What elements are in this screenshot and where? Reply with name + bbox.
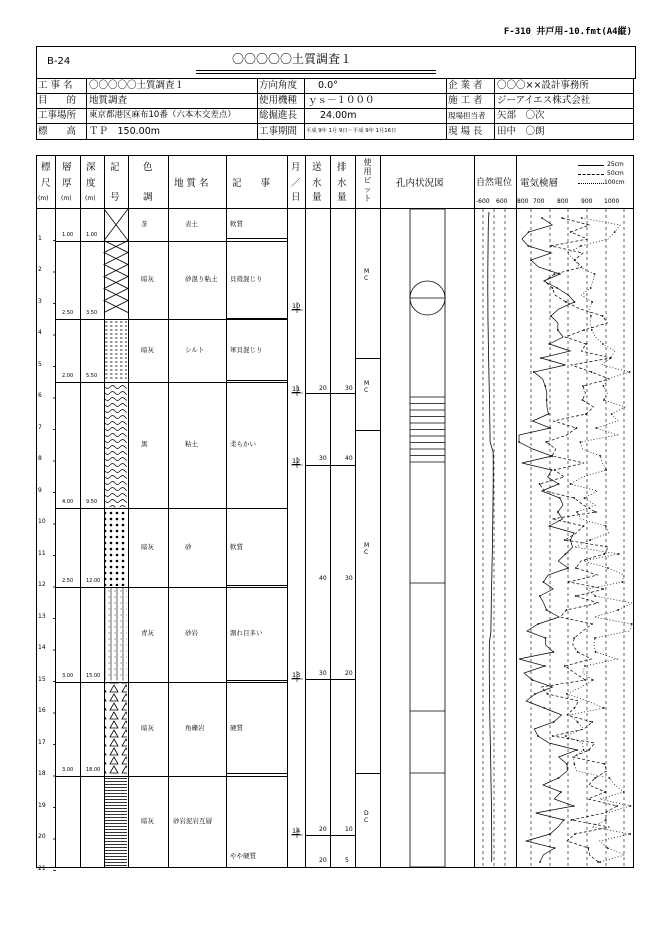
scale-label: 18 (38, 770, 46, 777)
res-curve-25cm-point (557, 329, 559, 331)
legend-label: 100cm (604, 179, 625, 186)
res-curve-50cm-point (595, 511, 597, 513)
res-curve-100cm-point (602, 343, 604, 345)
res-curve-100cm-point (629, 371, 631, 373)
res-curve-25cm-point (528, 231, 530, 233)
date-label: 12 (292, 457, 301, 465)
col-date-3: 日 (291, 192, 301, 203)
col-thick-2: 厚 (62, 178, 72, 189)
res-curve-25cm-point (543, 707, 545, 709)
res-curve-50cm-point (585, 413, 587, 415)
layer-color: 暗灰 (141, 345, 154, 354)
col-depth-1: 深 (86, 162, 96, 173)
res-curve-25cm-point (544, 385, 546, 387)
res-curve-100cm-point (621, 581, 623, 583)
res-curve-25cm-point (551, 469, 553, 471)
res-curve-100cm-point (565, 735, 567, 737)
layer-note: 貝殻混じり (230, 274, 263, 283)
res-curve-50cm-point (552, 735, 554, 737)
info-label: 総掘進長 (259, 110, 298, 121)
res-curve-50cm-point (605, 791, 607, 793)
res-curve-100cm (566, 218, 632, 862)
res-curve-50cm-point (565, 301, 567, 303)
res-curve-50cm-point (583, 525, 585, 527)
scale-label: 17 (38, 738, 46, 746)
res-curve-25cm-point (553, 721, 555, 723)
col-feed-2: 水 (312, 178, 322, 189)
res-curve-100cm-point (583, 749, 585, 751)
res-curve-25cm-point (531, 679, 533, 681)
res-curve-50cm-point (594, 777, 596, 779)
drain-value: 30 (345, 385, 353, 392)
res-curve-100cm-point (618, 553, 620, 555)
res-curve-25cm-point (540, 357, 542, 359)
symbol-silt (105, 320, 127, 381)
drain-value: 30 (345, 575, 353, 582)
res-curve-100cm-point (599, 861, 601, 863)
col-drain-1: 排 (337, 162, 347, 173)
info-label: 標 高 (38, 126, 77, 137)
res-curve-25cm-point (567, 567, 569, 569)
date-marker (291, 385, 303, 396)
boring-no: B-24 (47, 56, 71, 67)
info-value: 東京都港区麻布10番（六本木交差点） (89, 110, 236, 120)
survey-title: 〇〇〇〇〇土質調査１ (232, 52, 353, 66)
layer-color: 暗灰 (141, 542, 154, 551)
scale-label: 10 (38, 518, 46, 525)
drain-value: 5 (345, 857, 349, 864)
res-curve-25cm-point (559, 273, 561, 275)
info-value: 地質調査 (89, 95, 128, 106)
res-tick: 700 (533, 198, 545, 205)
res-curve-50cm-point (570, 231, 572, 233)
col-depth-2: 度 (86, 178, 96, 189)
res-curve-50cm-point (554, 469, 556, 471)
res-curve-25cm-point (576, 749, 578, 751)
col-res: 電気検層 (520, 178, 559, 189)
scale-label: 2 (38, 266, 42, 273)
feed-value: 30 (319, 455, 327, 462)
res-curve-25cm-point (527, 245, 529, 247)
layer-geology: 表土 (185, 219, 198, 228)
res-curve-50cm-point (604, 763, 606, 765)
res-curve-50cm-point (591, 371, 593, 373)
res-curve-100cm-point (595, 427, 597, 429)
info-value: 〇〇〇××設計事務所 (497, 80, 589, 91)
res-curve-50cm-point (545, 441, 547, 443)
res-curve-25cm-point (557, 511, 559, 513)
res-curve-50cm-point (573, 637, 575, 639)
res-curve-50cm-point (564, 665, 566, 667)
layer-thickness: 2.00 (62, 373, 74, 380)
layer-color: 暗灰 (141, 723, 154, 732)
col-date-2: ／ (291, 178, 301, 189)
res-curve-100cm-point (580, 245, 582, 247)
res-curve-25cm-point (549, 525, 551, 527)
info-value: 矢部 〇次 (497, 110, 545, 121)
scale-label: 11 (38, 549, 46, 557)
res-curve-50cm-point (574, 707, 576, 709)
date-label: 14 (292, 827, 301, 835)
res-curve-25cm-point (553, 651, 555, 653)
date-marker (291, 457, 303, 468)
scale-label: 7 (38, 423, 42, 431)
sp-tick: 600 (496, 198, 508, 205)
layer-thickness: 3.00 (62, 672, 74, 679)
res-curve-50cm-point (554, 273, 556, 275)
res-curve-50cm-point (575, 567, 577, 569)
res-curve-25cm-point (543, 581, 545, 583)
date-marker (291, 671, 303, 682)
layer-color: 茶 (141, 219, 148, 228)
info-label: 現 場 長 (448, 126, 483, 137)
res-curve-50cm-point (603, 553, 605, 555)
res-curve-50cm-point (582, 399, 584, 401)
res-curve-50cm-point (571, 819, 573, 821)
res-curve-100cm-point (631, 623, 633, 625)
symbol-sandstone (105, 588, 127, 681)
info-label: 現場担当者 (448, 111, 486, 120)
col-thick-3: (m) (61, 195, 72, 202)
res-curve-25cm-point (534, 693, 536, 695)
col-thick-1: 層 (62, 162, 72, 173)
res-curve-50cm-point (587, 847, 589, 849)
drain-value: 40 (345, 455, 353, 462)
layer-geology: 砂岩 (185, 629, 198, 638)
date-label: 11 (292, 385, 301, 393)
layer-geology: 粘土 (185, 440, 198, 449)
res-curve-100cm-point (574, 259, 576, 261)
col-feed-3: 量 (312, 192, 322, 203)
res-curve-25cm-point (574, 301, 576, 303)
res-curve-50cm-point (616, 805, 618, 807)
res-curve-100cm-point (610, 357, 612, 359)
layer-geology: 砂混り粘土 (185, 274, 218, 283)
layer-depth: 5.50 (86, 373, 98, 380)
res-curve-25cm-point (558, 777, 560, 779)
res-curve-25cm-point (546, 609, 548, 611)
layer-note: 軟質 (230, 219, 243, 228)
layer-note: 軟質 (230, 542, 243, 551)
symbol-sandy-clay (104, 241, 128, 313)
res-curve-100cm-point (592, 679, 594, 681)
layer-note: やや硬質 (230, 852, 256, 860)
layer-depth: 12.00 (86, 578, 101, 584)
symbol-tri (105, 683, 127, 776)
info-label: 目 的 (38, 95, 77, 106)
scale-label: 1 (38, 234, 42, 242)
col-scale-1: 標 (41, 162, 51, 173)
res-curve-100cm-point (595, 651, 597, 653)
layer-note: 軍貝混じり (230, 345, 263, 354)
drain-value: 10 (345, 826, 353, 833)
scale-label: 19 (38, 801, 46, 809)
info-value: ｙｓ－１０００ (308, 95, 375, 106)
res-curve-50cm-point (566, 609, 568, 611)
res-curve-100cm-point (603, 399, 605, 401)
layer-color: 黒 (141, 440, 148, 449)
col-symbol-3: 号 (110, 192, 120, 203)
legend-label: 25cm (607, 161, 624, 168)
symbol-sand (105, 509, 127, 586)
feed-value: 20 (319, 857, 327, 864)
layer-color: 暗灰 (141, 274, 154, 283)
res-curve-100cm-point (605, 819, 607, 821)
res-curve-100cm-point (614, 231, 616, 233)
res-curve-50cm-point (551, 455, 553, 457)
info-label: 工 事 名 (38, 80, 73, 91)
layer-thickness: 3.00 (62, 767, 74, 773)
scale-label: 3 (38, 297, 42, 305)
col-sp: 自然電位 (476, 178, 513, 188)
res-curve-100cm-point (594, 595, 596, 597)
res-curve-100cm-point (584, 497, 586, 499)
res-curve-25cm-point (539, 595, 541, 597)
col-geology: 地 質 名 (174, 178, 209, 189)
feed-value: 30 (319, 670, 327, 677)
res-curve-100cm-point (590, 315, 592, 317)
res-curve-50cm-point (547, 693, 549, 695)
date-label: 10 (292, 302, 301, 310)
symbol-sandy-clay (104, 241, 128, 313)
res-curve-50cm-point (552, 287, 554, 289)
res-curve-25cm-point (548, 413, 550, 415)
sp-tick: -600 (476, 198, 490, 205)
res-curve-50cm-point (585, 343, 587, 345)
res-curve-50cm-point (588, 749, 590, 751)
layer-depth: 9.50 (86, 499, 98, 506)
res-curve-25cm-point (541, 217, 543, 219)
res-curve-100cm-point (611, 413, 613, 415)
col-depth-3: (m) (85, 195, 96, 202)
col-color-1: 色 (143, 162, 153, 173)
res-curve-100cm-point (607, 567, 609, 569)
res-curve-25cm-point (565, 553, 567, 555)
info-label: 企 業 者 (448, 80, 483, 91)
res-curve-100cm-point (603, 707, 605, 709)
res-curve-25cm-point (550, 315, 552, 317)
date-marker (291, 827, 303, 838)
layer-note: 割れ目多い (230, 629, 263, 638)
bit-label: DC (364, 810, 369, 824)
col-scale-3: (m) (38, 195, 49, 202)
info-label: 施 工 者 (448, 95, 483, 106)
layer-color: 青灰 (141, 629, 154, 638)
layer-note: 硬質 (230, 723, 243, 732)
res-curve-100cm-point (580, 441, 582, 443)
res-curve-100cm-point (594, 637, 596, 639)
res-curve-100cm-point (584, 665, 586, 667)
info-value: 平成 9年 1月 9日～平成 9年 1月16日 (306, 128, 397, 134)
layer-geology: シルト (185, 345, 205, 354)
layer-note: 柔らかい (230, 440, 256, 449)
scale-label: 4 (38, 329, 42, 336)
col-scale-2: 尺 (41, 178, 51, 189)
col-drain-3: 量 (337, 192, 347, 203)
layer-geology: 砂 (185, 542, 192, 551)
res-curve-50cm-point (583, 329, 585, 331)
feed-value: 20 (319, 385, 327, 392)
res-curve-25cm-point (549, 833, 551, 835)
res-curve-100cm-point (607, 847, 609, 849)
info-value: 24.00m (320, 110, 357, 121)
col-date-1: 月 (291, 162, 301, 173)
scale-label: 5 (38, 360, 42, 368)
res-curve-100cm-point (591, 301, 593, 303)
date-label: 13 (292, 671, 301, 679)
res-tick: 800 (557, 198, 569, 205)
res-curve-50cm-point (576, 427, 578, 429)
res-curve-25cm-point (546, 399, 548, 401)
res-curve-50cm-point (574, 833, 576, 835)
res-curve-100cm-point (590, 287, 592, 289)
scale-label: 12 (38, 581, 46, 588)
scale-label: 14 (38, 644, 46, 651)
scale-label: 6 (38, 392, 42, 399)
res-curve-50cm-point (602, 315, 604, 317)
res-curve-100cm-point (581, 217, 583, 219)
res-curve-25cm-point (573, 805, 575, 807)
col-notes: 記 事 (232, 178, 271, 189)
res-curve-50cm-point (539, 483, 541, 485)
res-curve-50cm-point (575, 595, 577, 597)
sp-curve (488, 212, 493, 862)
res-curve-25cm-point (548, 343, 550, 345)
feed-value: 20 (319, 826, 327, 833)
res-curve-25cm-point (563, 819, 565, 821)
scale-label: 16 (38, 707, 46, 714)
res-curve-25cm-point (518, 441, 520, 443)
info-label: 工事場所 (38, 110, 77, 121)
layer-depth: 3.50 (86, 310, 98, 317)
bit-label: MC (364, 268, 370, 282)
res-curve-50cm (540, 218, 618, 862)
layer-geology: 砂岩泥岩互層 (173, 816, 212, 825)
legend-label: 50cm (607, 170, 624, 177)
res-curve-50cm-point (591, 623, 593, 625)
res-curve-100cm-point (617, 609, 619, 611)
res-curve-100cm-point (603, 385, 605, 387)
res-curve-100cm-point (629, 833, 631, 835)
res-curve-100cm-point (600, 455, 602, 457)
scale-label: 21 (38, 864, 46, 872)
layer-geology: 角礫岩 (185, 723, 205, 732)
date-marker (291, 302, 303, 313)
res-curve-25cm-point (539, 861, 541, 863)
info-label: 使用機種 (259, 95, 298, 106)
res-curve-50cm-point (550, 245, 552, 247)
res-curve-25cm-point (560, 791, 562, 793)
res-curve-100cm-point (609, 777, 611, 779)
res-curve-100cm-point (576, 511, 578, 513)
res-curve-25cm-point (549, 427, 551, 429)
info-label: 方向角度 (259, 80, 298, 91)
scale-label: 20 (38, 833, 46, 840)
scale-label: 13 (38, 612, 46, 620)
res-curve-25cm-point (544, 665, 546, 667)
res-curve-50cm-point (568, 581, 570, 583)
res-curve-50cm-point (584, 679, 586, 681)
info-value: 0.0° (318, 80, 338, 91)
res-curve-100cm-point (589, 539, 591, 541)
drain-value: 20 (345, 670, 353, 677)
res-curve-100cm-point (577, 721, 579, 723)
res-curve-25cm-point (554, 847, 556, 849)
layer-thickness: 1.00 (62, 231, 74, 238)
res-curve-25cm-point (558, 483, 560, 485)
layer-depth: 15.00 (86, 672, 101, 679)
res-tick: 1000 (604, 198, 620, 205)
col-drain-2: 水 (337, 178, 347, 189)
info-value: 〇〇〇〇〇土質調査１ (89, 80, 185, 91)
res-curve-50cm-point (591, 721, 593, 723)
scale-label: 8 (38, 455, 42, 462)
symbol-wave (105, 383, 127, 507)
bit-label: MC (364, 542, 370, 556)
res-curve-100cm-point (566, 693, 568, 695)
layer-depth: 1.00 (86, 231, 98, 238)
symbol-hline (105, 777, 127, 866)
res-curve-100cm-point (594, 273, 596, 275)
res-curve-100cm-point (570, 483, 572, 485)
res-curve-25cm-point (533, 371, 535, 373)
col-hole: 孔内状況図 (396, 178, 444, 189)
layer-depth: 18.00 (86, 767, 101, 773)
col-feed-1: 送 (312, 162, 322, 173)
res-curve-100cm-point (630, 805, 632, 807)
res-curve-25cm-point (559, 497, 561, 499)
layer-thickness: 4.00 (62, 499, 74, 506)
scale-label: 9 (38, 486, 42, 494)
res-curve-25cm-point (545, 637, 547, 639)
res-tick: 800 (517, 198, 529, 205)
col-symbol-1: 記 (110, 162, 120, 173)
res-curve-100cm-point (573, 763, 575, 765)
res-curve-25cm-point (537, 623, 539, 625)
info-value: ＴＰ 150.00m (89, 126, 160, 137)
res-curve-100cm-point (605, 469, 607, 471)
layer-thickness: 2.50 (62, 310, 74, 317)
scale-label: 15 (38, 675, 46, 683)
file-label: F-310 井戸用-10.fmt(A4縦) (503, 27, 632, 37)
res-curve-100cm-point (605, 525, 607, 527)
col-bit: 使用ビット (363, 158, 372, 203)
res-curve-50cm-point (573, 497, 575, 499)
bit-label: MC (364, 380, 370, 394)
info-label: 工事期間 (259, 126, 298, 137)
col-color-3: 調 (143, 192, 153, 203)
res-curve-100cm-point (623, 791, 625, 793)
res-curve-100cm-point (591, 329, 593, 331)
feed-value: 40 (319, 575, 327, 582)
info-value: ジーアイエス株式会社 (497, 95, 591, 106)
res-curve-50cm-point (561, 217, 563, 219)
res-curve-50cm-point (577, 651, 579, 653)
res-curve-25cm-point (537, 735, 539, 737)
res-tick: 900 (581, 198, 593, 205)
layer-color: 暗灰 (141, 816, 154, 825)
res-curve-50cm-point (564, 539, 566, 541)
res-curve-50cm-point (597, 861, 599, 863)
res-curve-25cm-point (556, 287, 558, 289)
res-curve-25cm-point (530, 259, 532, 261)
res-curve-25cm-point (566, 763, 568, 765)
layer-thickness: 2.50 (62, 578, 74, 584)
res-curve-50cm-point (582, 385, 584, 387)
info-value: 田中 〇朗 (497, 126, 545, 137)
